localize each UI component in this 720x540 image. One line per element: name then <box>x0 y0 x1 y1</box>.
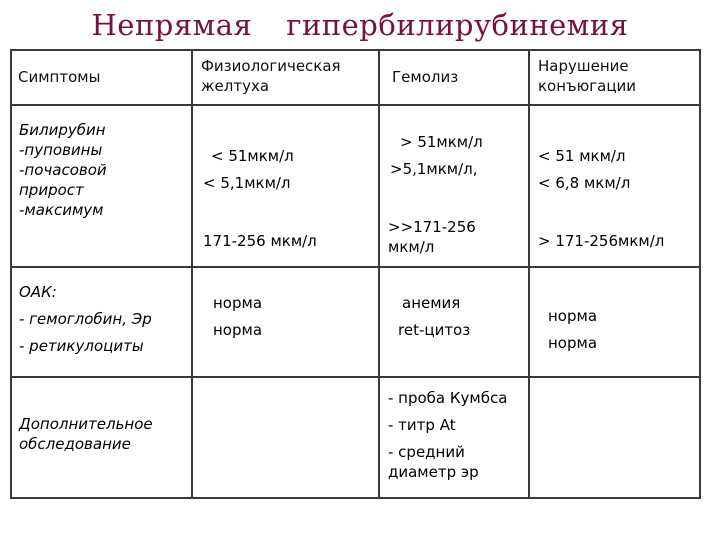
blood-test-row <box>11 267 700 377</box>
additional-exam-conjugation-cell <box>529 377 700 498</box>
blood-test-symptom-cell: ОАК: - гемоглобин, Эр - ретикулоциты <box>11 267 192 377</box>
bilirubin-row <box>11 105 700 267</box>
blood-test-conjugation-cell: норма норма <box>529 267 700 377</box>
additional-exam-symptom-cell: Дополнительное обследование <box>11 377 192 498</box>
title-word-2: гипербилирубинемия <box>286 8 629 42</box>
bilirubin-symptom-cell: Билирубин -пуповины -почасовой прирост -максимум <box>11 105 192 267</box>
blood-test-hemolysis-cell: анемия ret-цитоз <box>379 267 529 377</box>
comparison-table <box>10 49 701 499</box>
title-word-1: Непрямая <box>91 8 253 42</box>
additional-exam-physiological-cell <box>192 377 379 498</box>
additional-exam-hemolysis-cell: - проба Кумбса - титр At - средний диаметр эр <box>379 377 529 498</box>
header-conjugation: Нарушение конъюгации <box>529 50 700 105</box>
blood-test-physiological-cell: норма норма <box>192 267 379 377</box>
header-symptoms: Симптомы <box>11 50 192 105</box>
bilirubin-physiological-cell: < 51мкм/л < 5,1мкм/л 171-256 мкм/л <box>192 105 379 267</box>
bilirubin-hemolysis-cell: > 51мкм/л >5,1мкм/л, >>171-256 мкм/л <box>379 105 529 267</box>
bilirubin-conjugation-cell: < 51 мкм/л < 6,8 мкм/л > 171-256мкм/л <box>529 105 700 267</box>
page-title <box>0 8 720 42</box>
header-hemolysis: Гемолиз <box>379 50 529 105</box>
additional-exam-row <box>11 377 700 498</box>
header-row <box>11 50 700 105</box>
header-physiological: Физиологическая желтуха <box>192 50 379 105</box>
